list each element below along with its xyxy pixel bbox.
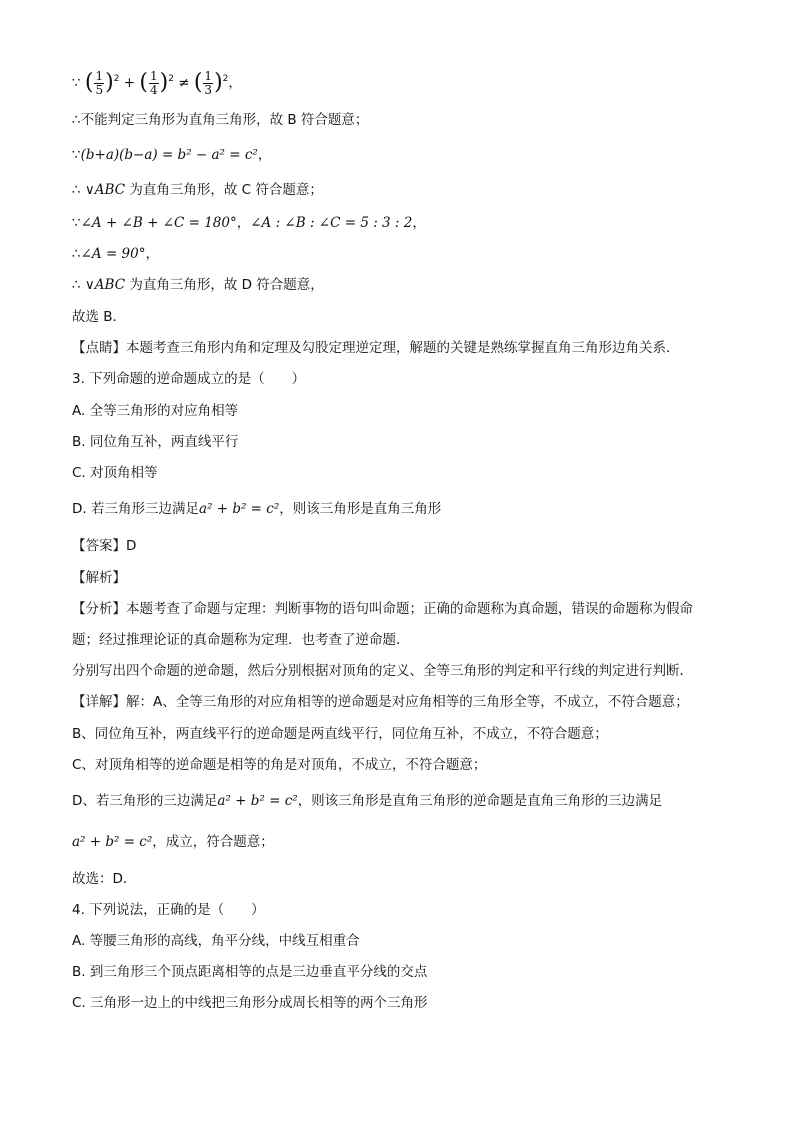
question-3: 3. 下列命题的逆命题成立的是（ ）	[72, 371, 306, 387]
line-fraction-inequality: ∵ ( $\frac{1}{5}$ )$^2$ + ( $\frac{1}{4}$ )$^2$ ≠ ( $\frac{1}{3}$ )$^2$，	[72, 68, 242, 97]
line-triangle-c: ∴ ∨ABC 为直角三角形，故 C 符合题意；	[72, 182, 323, 198]
math-pythagorean: a² + b² = c²	[72, 834, 153, 850]
analysis-heading: 【解析】	[72, 570, 126, 586]
line-angle-a: ∴∠A = 90°，	[72, 246, 159, 262]
math-triangle-abc: ∨ABC	[84, 182, 126, 198]
analysis-line: 题；经过推理论证的真命题称为定理．也考查了逆命题．	[72, 632, 410, 648]
math-angle-a: ∠A = 90°	[80, 246, 146, 262]
line-angle-sum: ∵∠A + ∠B + ∠C = 180°，∠A : ∠B : ∠C = 5 : 3 : 2，	[72, 215, 426, 231]
math-triangle-abc: ∨ABC	[84, 277, 126, 293]
answer-line: 【答案】D	[72, 538, 137, 554]
detail-line: B、同位角互补，两直线平行的逆命题是两直线平行，同位角互补，不成立，不符合题意；	[72, 726, 608, 742]
analysis-line: 分别写出四个命题的逆命题，然后分别根据对顶角的定义、全等三角形的判定和平行线的判定进行判断．	[72, 663, 693, 679]
detail-line-d-cont: a² + b² = c²，成立，符合题意；	[72, 834, 274, 850]
option-a: A. 等腰三角形的高线，角平分线，中线互相重合	[72, 933, 360, 949]
math-angle-ratio: ∠A : ∠B : ∠C = 5 : 3 : 2	[250, 215, 413, 231]
fraction-one-fourth: $\frac{1}{4}$	[149, 68, 158, 97]
math-pythagorean: a² + b² = c²	[217, 793, 298, 809]
option-c: C. 对顶角相等	[72, 465, 158, 481]
line-triangle-d: ∴ ∨ABC 为直角三角形，故 D 符合题意，	[72, 277, 324, 293]
fraction-one-third: $\frac{1}{3}$	[204, 68, 213, 97]
option-b: B. 同位角互补，两直线平行	[72, 434, 239, 450]
option-b: B. 到三角形三个顶点距离相等的点是三边垂直平分线的交点	[72, 964, 428, 980]
line-identity: ∵(b+a)(b−a) = b² − a² = c²，	[72, 147, 272, 163]
detail-line: C、对顶角相等的逆命题是相等的角是对顶角，不成立，不符合题意；	[72, 757, 487, 773]
math-expression: (b+a)(b−a) = b² − a² = c²	[80, 147, 258, 163]
option-c: C. 三角形一边上的中线把三角形分成周长相等的两个三角形	[72, 995, 428, 1011]
text-line: ∴不能判定三角形为直角三角形，故 B 符合题意；	[72, 112, 369, 128]
detail-line: 【详解】解：A、全等三角形的对应角相等的逆命题是对应角相等的三角形全等，不成立，不符合题意；	[72, 694, 689, 710]
fraction-one-fifth: $\frac{1}{5}$	[95, 68, 104, 97]
option-d: D. 若三角形三边满足a² + b² = c²，则该三角形是直角三角形	[72, 501, 442, 517]
detail-line-d: D、若三角形的三边满足a² + b² = c²，则该三角形是直角三角形的逆命题是直角三角形的三边满足	[72, 793, 663, 809]
analysis-line: 【分析】本题考查了命题与定理：判断事物的语句叫命题；正确的命题称为真命题，错误的命题称为假命	[72, 601, 693, 617]
because-symbol: ∵	[72, 75, 81, 91]
question-4: 4. 下列说法，正确的是（ ）	[72, 902, 265, 918]
option-a: A. 全等三角形的对应角相等	[72, 403, 239, 419]
text-line: 故选 B．	[72, 309, 127, 325]
math-pythagorean: a² + b² = c²	[198, 501, 280, 517]
choice-line: 故选：D．	[72, 871, 137, 887]
comment-line: 【点睛】本题考查三角形内角和定理及勾股定理逆定理，解题的关键是熟练掌握直角三角形边角关系．	[72, 340, 680, 356]
math-angle-sum: ∠A + ∠B + ∠C = 180°	[80, 215, 237, 231]
